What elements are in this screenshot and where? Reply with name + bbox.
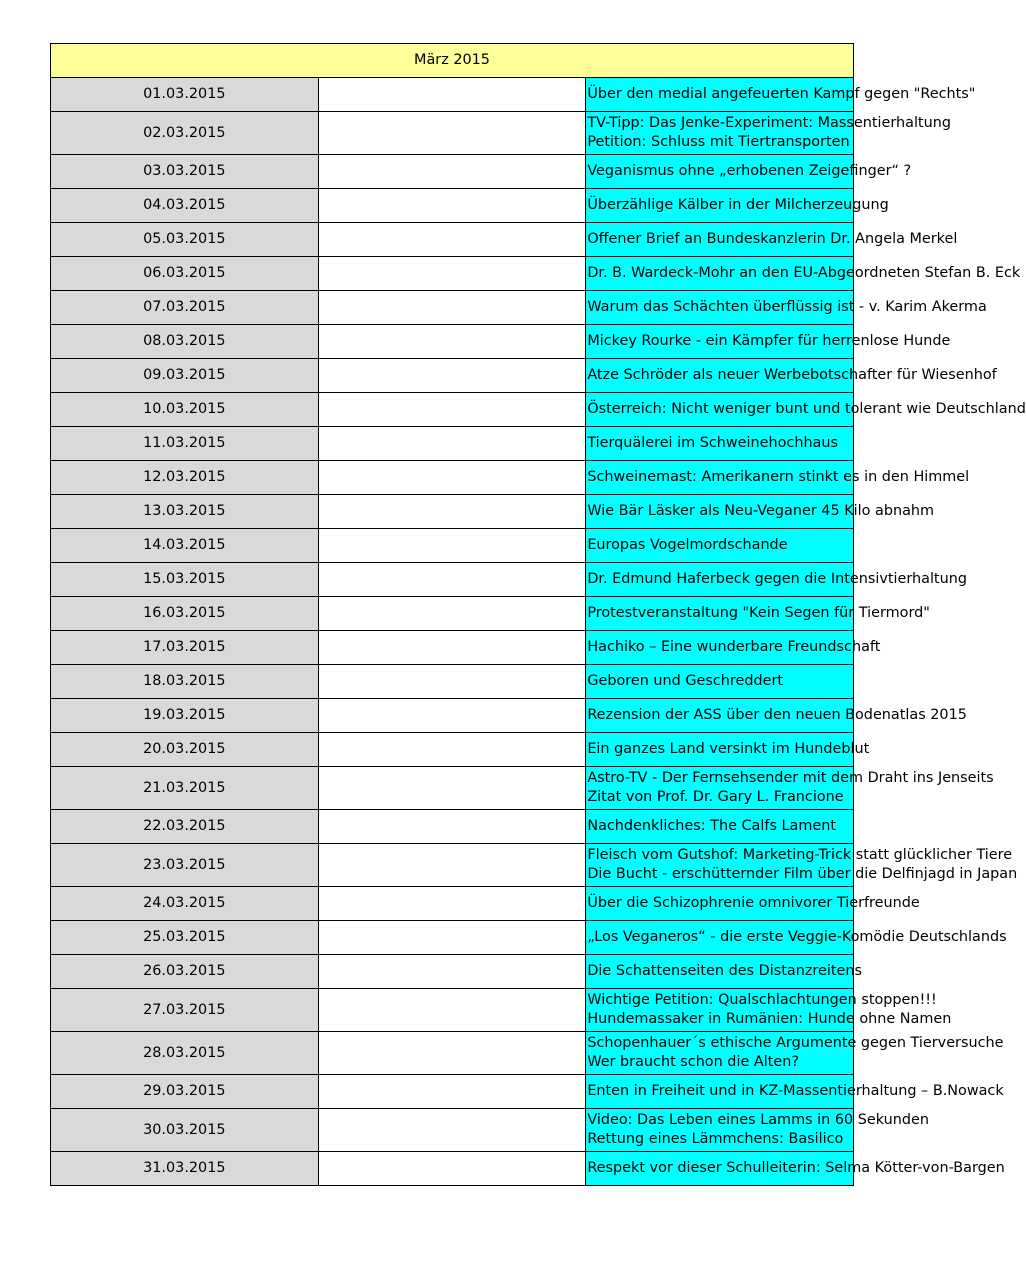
date-cell: 13.03.2015 bbox=[51, 495, 319, 529]
article-title: Video: Das Leben eines Lamms in 60 Sekunden bbox=[587, 1112, 929, 1128]
article-title-cell bbox=[586, 112, 951, 155]
article-title-cell bbox=[586, 563, 967, 597]
table-row bbox=[51, 291, 854, 325]
date-cell: 02.03.2015 bbox=[51, 112, 319, 155]
empty-cell bbox=[318, 393, 586, 427]
article-title: Warum das Schächten überflüssig ist - v. Karim Akerma bbox=[587, 299, 987, 315]
date-cell: 14.03.2015 bbox=[51, 529, 319, 563]
table-row bbox=[51, 699, 854, 733]
article-title-cell bbox=[586, 1152, 1005, 1186]
date-cell: 09.03.2015 bbox=[51, 359, 319, 393]
article-title: Nachdenkliches: The Calfs Lament bbox=[587, 818, 836, 834]
article-title: Die Schattenseiten des Distanzreitens bbox=[587, 963, 862, 979]
article-title-cell bbox=[586, 1032, 1004, 1075]
empty-cell bbox=[318, 155, 586, 189]
empty-cell bbox=[318, 529, 586, 563]
empty-cell bbox=[318, 989, 586, 1032]
date-cell: 19.03.2015 bbox=[51, 699, 319, 733]
date-cell: 16.03.2015 bbox=[51, 597, 319, 631]
article-title: Geboren und Geschreddert bbox=[587, 673, 784, 689]
article-title-cell bbox=[586, 810, 854, 844]
date-cell: 10.03.2015 bbox=[51, 393, 319, 427]
article-title: Rettung eines Lämmchens: Basilico bbox=[587, 1131, 844, 1147]
table-row bbox=[51, 563, 854, 597]
date-cell: 05.03.2015 bbox=[51, 223, 319, 257]
empty-cell bbox=[318, 1075, 586, 1109]
article-title-cell bbox=[586, 699, 967, 733]
table-row bbox=[51, 223, 854, 257]
article-title: Astro-TV - Der Fernsehsender mit dem Draht ins Jenseits bbox=[587, 770, 994, 786]
empty-cell bbox=[318, 563, 586, 597]
article-title: Protestveranstaltung "Kein Segen für Tiermord" bbox=[587, 605, 930, 621]
article-title: Europas Vogelmordschande bbox=[587, 537, 788, 553]
table-body bbox=[51, 44, 1026, 1186]
date-cell: 01.03.2015 bbox=[51, 78, 319, 112]
article-title: Respekt vor dieser Schulleiterin: Selma Kötter-von-Bargen bbox=[587, 1160, 1005, 1176]
article-title-cell bbox=[586, 189, 889, 223]
article-title-cell bbox=[586, 733, 870, 767]
date-cell: 12.03.2015 bbox=[51, 461, 319, 495]
date-cell: 07.03.2015 bbox=[51, 291, 319, 325]
article-title: Atze Schröder als neuer Werbebotschafter für Wiesenhof bbox=[587, 367, 997, 383]
table-row bbox=[51, 189, 854, 223]
month-header: März 2015 bbox=[51, 44, 854, 78]
article-title-cell bbox=[586, 631, 881, 665]
article-title: Ein ganzes Land versinkt im Hundeblut bbox=[587, 741, 870, 757]
article-title: Offener Brief an Bundeskanzlerin Dr. Angela Merkel bbox=[587, 231, 958, 247]
calendar-table bbox=[50, 43, 1026, 1186]
date-cell: 17.03.2015 bbox=[51, 631, 319, 665]
empty-cell bbox=[318, 955, 586, 989]
article-title-cell bbox=[586, 291, 987, 325]
article-title: Hundemassaker in Rumänien: Hunde ohne Namen bbox=[587, 1011, 952, 1027]
empty-cell bbox=[318, 767, 586, 810]
table-row bbox=[51, 427, 854, 461]
article-title: Wer braucht schon die Alten? bbox=[587, 1054, 799, 1070]
article-title: Überzählige Kälber in der Milcherzeugung bbox=[587, 197, 889, 213]
table-row bbox=[51, 1032, 854, 1075]
article-title-cell bbox=[586, 495, 935, 529]
table-row bbox=[51, 1075, 854, 1109]
empty-cell bbox=[318, 631, 586, 665]
date-cell: 26.03.2015 bbox=[51, 955, 319, 989]
article-title-cell bbox=[586, 597, 930, 631]
article-title-cell bbox=[586, 665, 854, 699]
empty-cell bbox=[318, 112, 586, 155]
table-row bbox=[51, 1109, 854, 1152]
article-title: Über die Schizophrenie omnivorer Tierfreunde bbox=[587, 895, 920, 911]
empty-cell bbox=[318, 461, 586, 495]
table-row bbox=[51, 767, 854, 810]
table-row bbox=[51, 529, 854, 563]
table-row bbox=[51, 844, 854, 887]
article-title-cell bbox=[586, 844, 1018, 887]
article-title-cell bbox=[586, 393, 1026, 427]
date-cell: 31.03.2015 bbox=[51, 1152, 319, 1186]
date-cell: 30.03.2015 bbox=[51, 1109, 319, 1152]
article-title-cell bbox=[586, 155, 912, 189]
empty-cell bbox=[318, 921, 586, 955]
date-cell: 29.03.2015 bbox=[51, 1075, 319, 1109]
header-row bbox=[51, 44, 854, 78]
article-title-cell bbox=[586, 989, 952, 1032]
empty-cell bbox=[318, 359, 586, 393]
empty-cell bbox=[318, 665, 586, 699]
table-row bbox=[51, 810, 854, 844]
article-title: Dr. B. Wardeck-Mohr an den EU-Abgeordneten Stefan B. Eck bbox=[587, 265, 1021, 281]
article-title: Schopenhauer´s ethische Argumente gegen Tierversuche bbox=[587, 1035, 1004, 1051]
table-row bbox=[51, 359, 854, 393]
date-cell: 18.03.2015 bbox=[51, 665, 319, 699]
article-title: Veganismus ohne „erhobenen Zeigefinger“ ? bbox=[587, 163, 912, 179]
article-title-cell bbox=[586, 257, 1021, 291]
empty-cell bbox=[318, 1152, 586, 1186]
article-title-cell bbox=[586, 529, 854, 563]
article-title: Dr. Edmund Haferbeck gegen die Intensivtierhaltung bbox=[587, 571, 967, 587]
article-title: Die Bucht - erschütternder Film über die Delfinjagd in Japan bbox=[587, 866, 1018, 882]
date-cell: 08.03.2015 bbox=[51, 325, 319, 359]
empty-cell bbox=[318, 1032, 586, 1075]
article-title: Über den medial angefeuerten Kampf gegen "Rechts" bbox=[587, 86, 976, 102]
date-cell: 22.03.2015 bbox=[51, 810, 319, 844]
table-row bbox=[51, 325, 854, 359]
article-title: Petition: Schluss mit Tiertransporten bbox=[587, 134, 850, 150]
date-cell: 25.03.2015 bbox=[51, 921, 319, 955]
empty-cell bbox=[318, 495, 586, 529]
empty-cell bbox=[318, 189, 586, 223]
table-row bbox=[51, 921, 854, 955]
empty-cell bbox=[318, 325, 586, 359]
table-row bbox=[51, 78, 854, 112]
article-title-cell bbox=[586, 223, 958, 257]
table-row bbox=[51, 887, 854, 921]
table-row bbox=[51, 733, 854, 767]
table-row bbox=[51, 665, 854, 699]
date-cell: 06.03.2015 bbox=[51, 257, 319, 291]
date-cell: 24.03.2015 bbox=[51, 887, 319, 921]
article-title-cell bbox=[586, 78, 976, 112]
empty-cell bbox=[318, 223, 586, 257]
empty-cell bbox=[318, 257, 586, 291]
article-title: Mickey Rourke - ein Kämpfer für herrenlose Hunde bbox=[587, 333, 951, 349]
article-title: „Los Veganeros“ - die erste Veggie-Komödie Deutschlands bbox=[587, 929, 1007, 945]
empty-cell bbox=[318, 844, 586, 887]
article-title-cell bbox=[586, 325, 951, 359]
article-title-cell bbox=[586, 427, 854, 461]
date-cell: 15.03.2015 bbox=[51, 563, 319, 597]
empty-cell bbox=[318, 1109, 586, 1152]
table-row bbox=[51, 112, 854, 155]
article-title: Enten in Freiheit und in KZ-Massentierhaltung – B.Nowack bbox=[587, 1083, 1004, 1099]
table-row bbox=[51, 631, 854, 665]
empty-cell bbox=[318, 810, 586, 844]
article-title: Wichtige Petition: Qualschlachtungen stoppen!!! bbox=[587, 992, 937, 1008]
table-row bbox=[51, 989, 854, 1032]
date-cell: 04.03.2015 bbox=[51, 189, 319, 223]
empty-cell bbox=[318, 887, 586, 921]
empty-cell bbox=[318, 78, 586, 112]
table-row bbox=[51, 257, 854, 291]
table-row bbox=[51, 1152, 854, 1186]
article-title: Österreich: Nicht weniger bunt und tolerant wie Deutschland bbox=[587, 401, 1026, 417]
article-title: Rezension der ASS über den neuen Bodenatlas 2015 bbox=[587, 707, 967, 723]
table-row bbox=[51, 461, 854, 495]
date-cell: 27.03.2015 bbox=[51, 989, 319, 1032]
date-cell: 23.03.2015 bbox=[51, 844, 319, 887]
article-title: Schweinemast: Amerikanern stinkt es in den Himmel bbox=[587, 469, 970, 485]
table-row bbox=[51, 955, 854, 989]
article-title-cell bbox=[586, 359, 997, 393]
article-title: Wie Bär Läsker als Neu-Veganer 45 Kilo abnahm bbox=[587, 503, 935, 519]
date-cell: 28.03.2015 bbox=[51, 1032, 319, 1075]
article-title: Tierquälerei im Schweinehochhaus bbox=[587, 435, 838, 451]
article-title: Fleisch vom Gutshof: Marketing-Trick statt glücklicher Tiere bbox=[587, 847, 1013, 863]
empty-cell bbox=[318, 597, 586, 631]
article-title-cell bbox=[586, 921, 1007, 955]
table-row bbox=[51, 597, 854, 631]
article-title: Zitat von Prof. Dr. Gary L. Francione bbox=[587, 789, 844, 805]
date-cell: 11.03.2015 bbox=[51, 427, 319, 461]
empty-cell bbox=[318, 427, 586, 461]
empty-cell bbox=[318, 699, 586, 733]
article-title-cell bbox=[586, 1109, 929, 1152]
date-cell: 21.03.2015 bbox=[51, 767, 319, 810]
article-title-cell bbox=[586, 461, 970, 495]
article-title-cell bbox=[586, 887, 920, 921]
article-title: TV-Tipp: Das Jenke-Experiment: Massentierhaltung bbox=[587, 115, 951, 131]
date-cell: 03.03.2015 bbox=[51, 155, 319, 189]
empty-cell bbox=[318, 733, 586, 767]
date-cell: 20.03.2015 bbox=[51, 733, 319, 767]
article-title-cell bbox=[586, 1075, 1004, 1109]
table-row bbox=[51, 155, 854, 189]
empty-cell bbox=[318, 291, 586, 325]
article-title: Hachiko – Eine wunderbare Freundschaft bbox=[587, 639, 881, 655]
table-row bbox=[51, 495, 854, 529]
article-title-cell bbox=[586, 955, 862, 989]
table-row bbox=[51, 393, 854, 427]
article-title-cell bbox=[586, 767, 994, 810]
